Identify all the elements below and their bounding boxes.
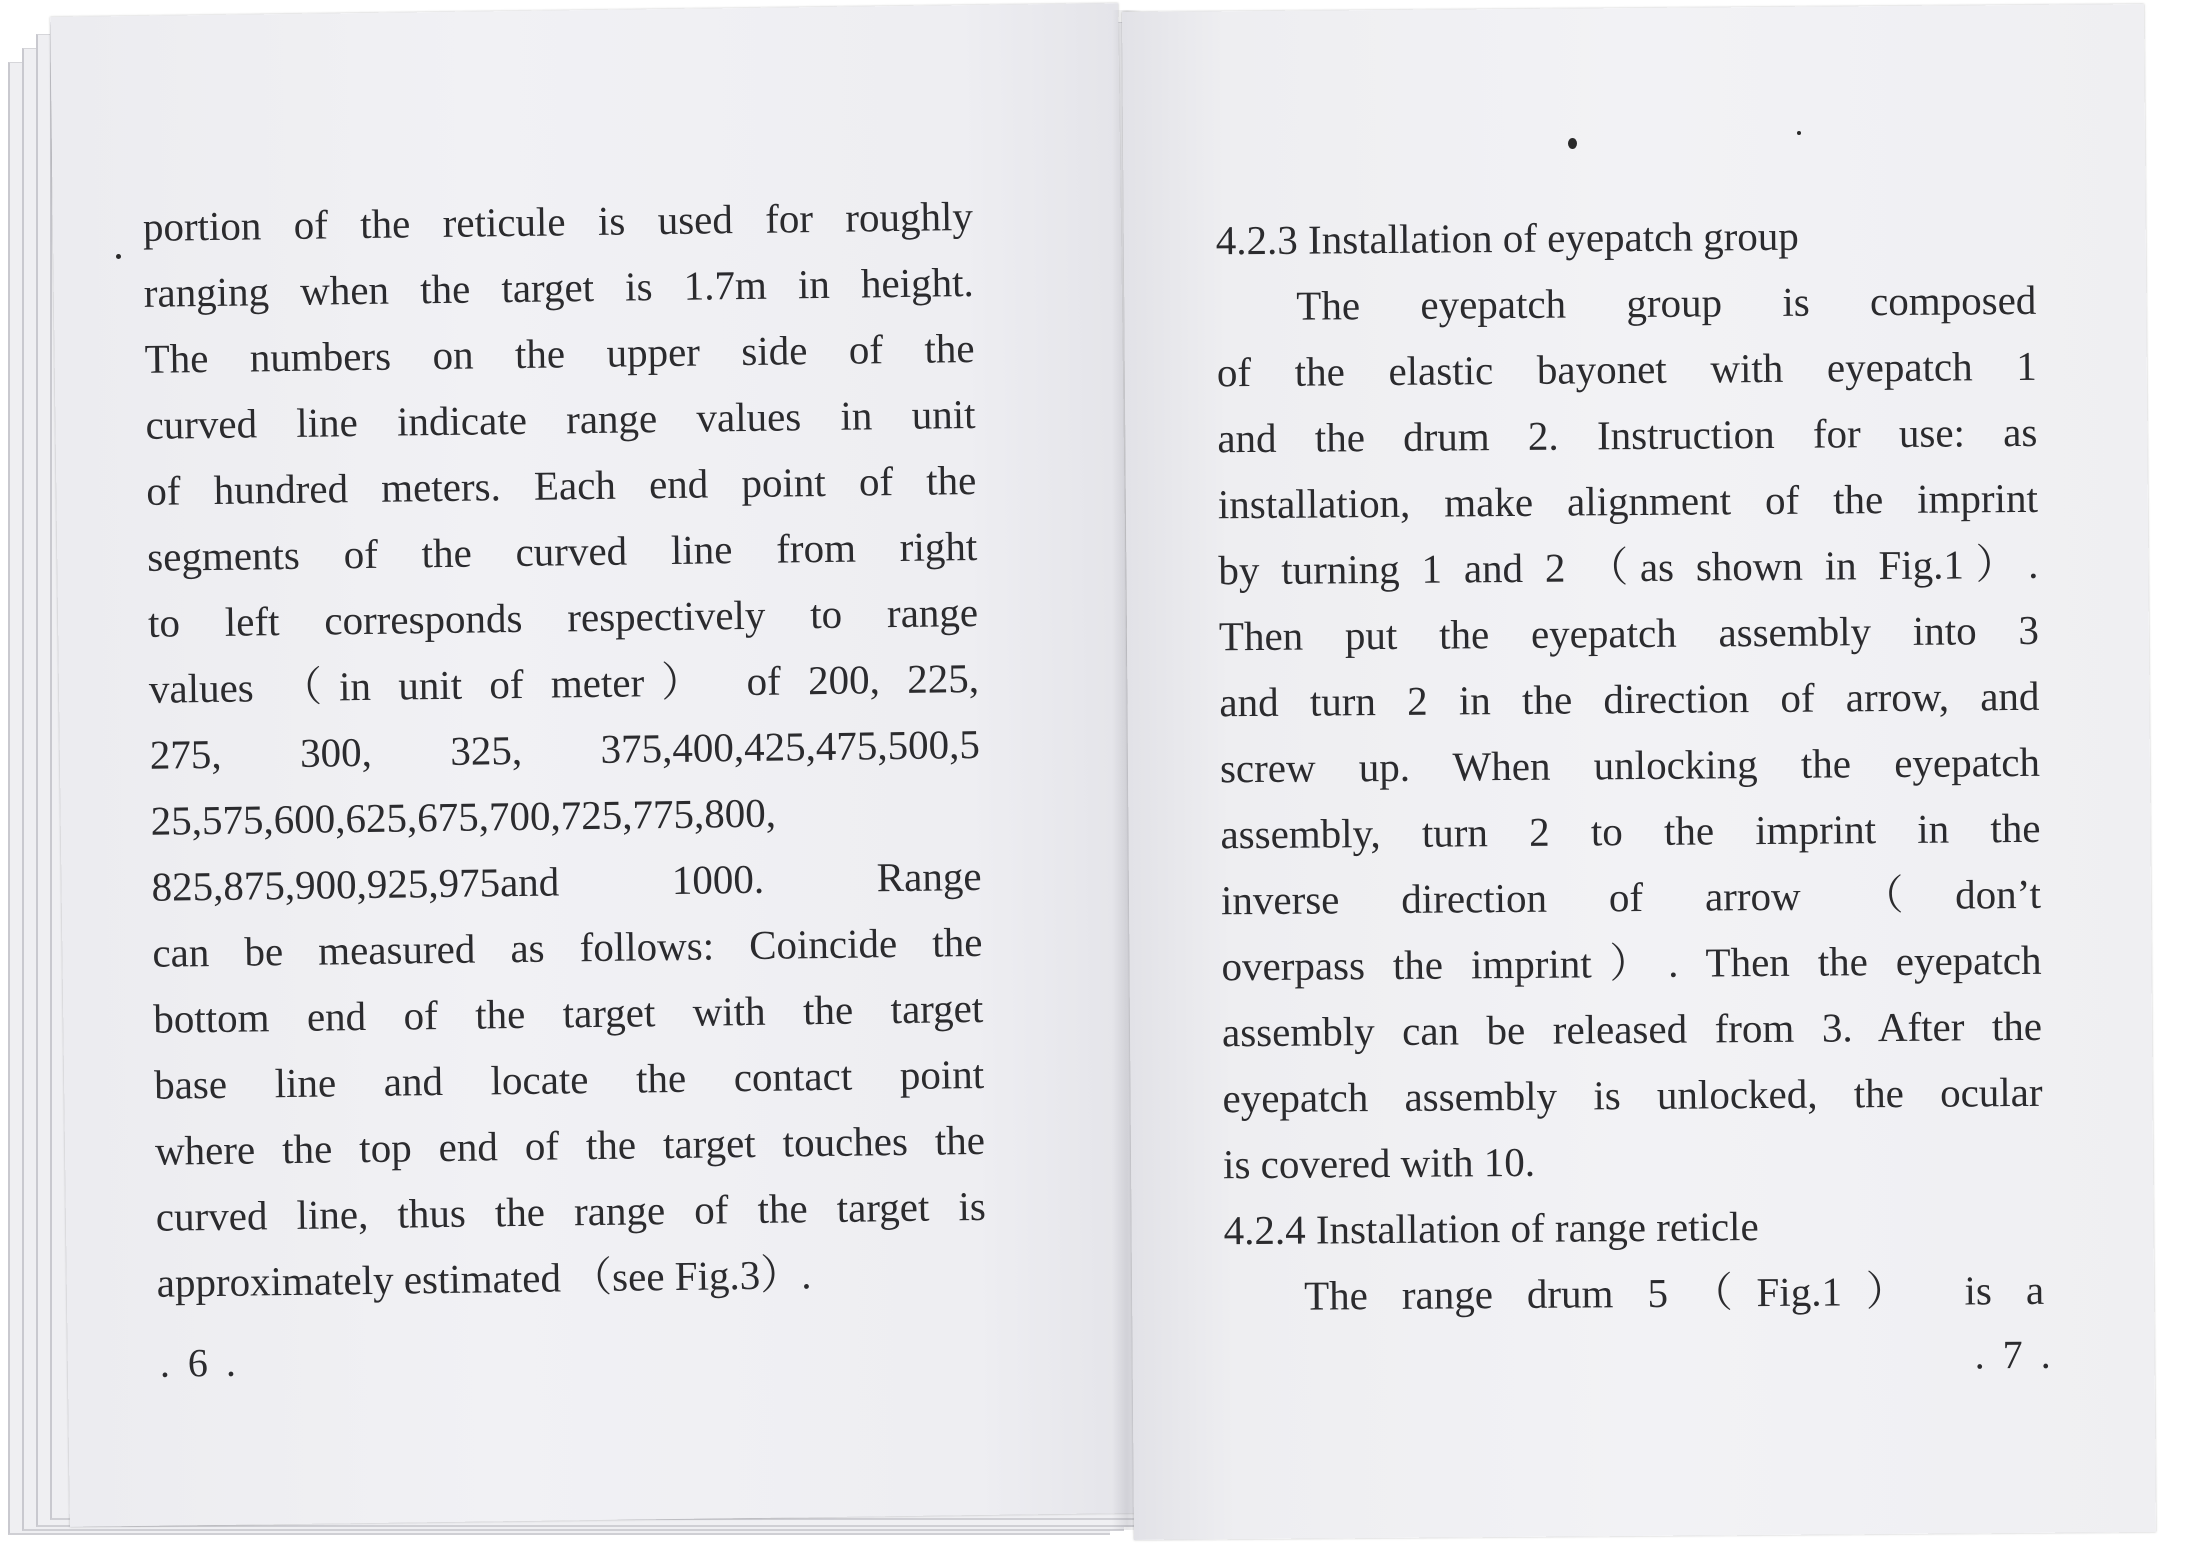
page-number: . 6 .	[159, 1339, 241, 1386]
body-line: overpass the imprint）. Then the eyepatch	[1221, 936, 2042, 990]
body-line: to left corresponds respectively to range	[147, 588, 979, 646]
page-number: . 7 .	[1974, 1331, 2055, 1378]
section-heading: 4.2.3 Installation of eyepatch group	[1215, 212, 1799, 264]
body-line: approximately estimated （see Fig.3）.	[156, 1251, 812, 1306]
body-line: is covered with 10.	[1222, 1138, 1536, 1188]
body-line: base line and locate the contact point	[153, 1050, 985, 1108]
right-page-body	[1216, 201, 2045, 1329]
body-line: of hundred meters. Each end point of the	[146, 456, 977, 514]
body-line: values （in unit of meter） of 200, 225,	[148, 654, 980, 712]
body-line: curved line, thus the range of the target is	[155, 1182, 987, 1240]
body-line: ranging when the target is 1.7m in height.	[143, 258, 975, 316]
body-line: Then put the eyepatch assembly into 3	[1218, 606, 2040, 660]
body-line: The numbers on the upper side of the	[144, 324, 975, 382]
body-line: 825,875,900,925,975and 1000. Range	[151, 852, 982, 910]
body-line: screw up. When unlocking the eyepatch	[1219, 738, 2041, 792]
body-line: The range drum 5（Fig.1） is a	[1303, 1266, 2045, 1319]
body-line: and turn 2 in the direction of arrow, and	[1219, 672, 2040, 726]
body-line: inverse direction of arrow （don’t	[1220, 870, 2042, 924]
body-line: 25,575,600,625,675,700,725,775,800,	[150, 789, 777, 844]
scan-speck	[1797, 131, 1801, 135]
body-line: assembly, turn 2 to the imprint in the	[1220, 804, 2041, 858]
right-page	[1122, 4, 2156, 1540]
left-page	[50, 3, 1138, 1527]
left-page-body	[142, 183, 987, 1316]
body-line: of the elastic bayonet with eyepatch 1	[1216, 342, 2038, 396]
body-line: assembly can be released from 3. After the	[1221, 1002, 2043, 1056]
body-line: curved line indicate range values in unit	[145, 390, 976, 448]
section-heading: 4.2.4 Installation of range reticle	[1223, 1203, 1759, 1254]
body-line: The eyepatch group is composed	[1296, 276, 2037, 329]
body-line: can be measured as follows: Coincide the	[152, 918, 983, 976]
scan-speck	[1568, 138, 1577, 149]
body-line: and the drum 2. Instruction for use: as	[1217, 408, 2038, 462]
body-line: segments of the curved line from right	[146, 522, 978, 580]
body-line: 275, 300, 325, 375,400,425,475,500,5	[149, 720, 981, 778]
body-line: by turning 1 and 2 （as shown in Fig.1）.	[1218, 540, 2039, 594]
body-line: bottom end of the target with the target	[152, 984, 984, 1042]
body-line: where the top end of the target touches the	[154, 1116, 986, 1174]
body-line: portion of the reticule is used for roughly	[142, 192, 974, 250]
body-line: installation, make alignment of the imprint	[1217, 474, 2039, 528]
body-line: eyepatch assembly is unlocked, the ocular	[1222, 1068, 2043, 1122]
scan-speck	[116, 254, 121, 259]
